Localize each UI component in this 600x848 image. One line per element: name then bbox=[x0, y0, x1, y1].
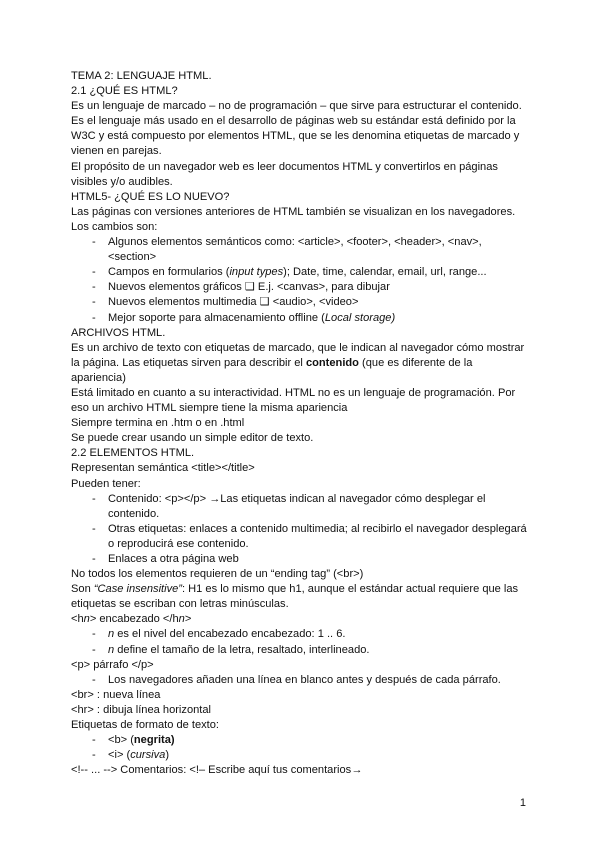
list-item bbox=[71, 295, 541, 310]
list-text-italic: n bbox=[108, 643, 115, 656]
list-text: ) bbox=[165, 749, 170, 762]
list-item bbox=[71, 311, 541, 326]
italic-text: n bbox=[178, 613, 185, 626]
list-text: Otras etiquetas: enlaces a contenido multimedia; al recibirlo el navegador desplegará bbox=[108, 522, 527, 535]
paragraph-line: Las páginas con versiones anteriores de HTML también se visualizan en los navegadores. bbox=[71, 205, 516, 218]
list-text-italic: Local storage) bbox=[324, 311, 396, 324]
paragraph-line: Es un lenguaje de marcado – no de programación – que sirve para estructurar el contenido. bbox=[71, 100, 522, 113]
paragraph-line bbox=[71, 356, 541, 371]
section-heading: 2.2 ELEMENTOS HTML. bbox=[71, 447, 195, 460]
list-dash: - bbox=[92, 628, 96, 641]
italic-text: “Case insensitive” bbox=[93, 583, 182, 596]
list-text: ); Date, time, calendar, email, url, range... bbox=[283, 266, 487, 279]
list-text: <section> bbox=[108, 251, 157, 264]
paragraph-line: etiquetas se escriban con letras minúsculas. bbox=[71, 598, 289, 611]
list-text-italic: input types bbox=[229, 266, 284, 279]
page-number: 1 bbox=[519, 797, 526, 809]
list-text-italic: n bbox=[108, 628, 115, 641]
list-item-continuation bbox=[71, 507, 541, 522]
list-dash: - bbox=[92, 553, 96, 565]
list-item bbox=[71, 522, 541, 537]
list-text: <b> ( bbox=[108, 734, 134, 747]
list-item bbox=[71, 733, 541, 748]
paragraph-line: <hr> : dibuja línea horizontal bbox=[71, 703, 211, 716]
paragraph-line: <p> párrafo </p> bbox=[71, 658, 154, 671]
list-item bbox=[71, 748, 541, 763]
paragraph-line bbox=[71, 582, 541, 597]
text-run: : H1 es lo mismo que h1, aunque el estándar actual requiere que las bbox=[182, 583, 519, 596]
list-dash: - bbox=[92, 296, 96, 309]
list-item bbox=[71, 673, 541, 688]
list-dash: - bbox=[92, 311, 96, 324]
section-heading: HTML5- ¿QUÉ ES LO NUEVO? bbox=[71, 190, 230, 203]
list-text: Nuevos elementos gráficos ❑ E.j. <canvas>, para dibujar bbox=[108, 281, 390, 294]
paragraph-line: W3C y está compuesto por elementos HTML, que se les denomina etiquetas de marcado y bbox=[71, 130, 520, 143]
paragraph-line: eso un archivo HTML siempre tiene la misma apariencia bbox=[71, 402, 348, 415]
doc-title: TEMA 2: LENGUAJE HTML. bbox=[71, 70, 212, 82]
list-dash: - bbox=[92, 266, 96, 279]
list-item bbox=[71, 265, 541, 280]
list-text: Los navegadores añaden una línea en blanco antes y después de cada párrafo. bbox=[108, 673, 501, 686]
paragraph-line: Los cambios son: bbox=[71, 220, 158, 233]
list-item bbox=[71, 235, 541, 250]
text-run: > bbox=[184, 613, 192, 626]
list-item bbox=[71, 552, 541, 567]
paragraph-line: El propósito de un navegador web es leer documentos HTML y convertirlos en páginas bbox=[71, 160, 498, 173]
text-run: la página. Las etiquetas sirven para describir el bbox=[71, 356, 306, 369]
list-dash: - bbox=[92, 492, 96, 505]
list-text: <i> ( bbox=[108, 749, 131, 762]
list-dash: - bbox=[92, 673, 96, 686]
text-run: Son bbox=[71, 583, 94, 596]
list-text: Enlaces a otra página web bbox=[108, 553, 239, 565]
list-text: Contenido: <p></p> →Las etiquetas indican al navegador cómo desplegar el bbox=[108, 492, 486, 505]
list-text: Nuevos elementos multimedia ❑ <audio>, <video> bbox=[108, 296, 359, 309]
list-text: es el nivel del encabezado encabezado: 1 .. 6. bbox=[114, 628, 346, 641]
text-run: (que es diferente de la bbox=[358, 356, 473, 369]
paragraph-line: Es el lenguaje más usado en el desarrollo de páginas web su estándar está definido por la bbox=[71, 115, 516, 128]
paragraph-line: vienen en parejas. bbox=[71, 145, 162, 158]
list-text: define el tamaño de la letra, resaltado, interlineado. bbox=[114, 643, 370, 656]
section-heading: ARCHIVOS HTML. bbox=[71, 326, 166, 339]
paragraph-line: visibles y/o audibles. bbox=[71, 175, 173, 188]
section-heading: 2.1 ¿QUÉ ES HTML? bbox=[71, 85, 178, 98]
list-item bbox=[71, 643, 541, 658]
list-item bbox=[71, 280, 541, 295]
list-text-italic: cursiva bbox=[130, 749, 166, 762]
italic-text: n bbox=[83, 613, 90, 626]
list-dash: - bbox=[92, 749, 96, 762]
list-dash: - bbox=[92, 643, 96, 656]
bold-text: contenido bbox=[305, 356, 359, 369]
list-dash: - bbox=[92, 522, 96, 535]
list-text: contenido. bbox=[108, 507, 160, 520]
list-item-continuation bbox=[71, 537, 541, 552]
list-text: Algunos elementos semánticos como: <article>, <footer>, <header>, <nav>, bbox=[108, 236, 482, 249]
bold-text: negrita) bbox=[133, 734, 175, 747]
paragraph-line: Siempre termina en .htm o en .html bbox=[71, 417, 245, 430]
paragraph-line: Etiquetas de formato de texto: bbox=[71, 719, 220, 732]
list-dash: - bbox=[92, 734, 96, 747]
document-body bbox=[71, 69, 541, 778]
paragraph-line: Representan semántica <title></title> bbox=[71, 462, 255, 475]
paragraph-line: Está limitado en cuanto a su interactividad. HTML no es un lenguaje de programación. Por bbox=[71, 386, 516, 399]
list-text: Campos en formularios ( bbox=[108, 266, 230, 279]
paragraph-line: Se puede crear usando un simple editor de texto. bbox=[71, 432, 314, 445]
list-item-continuation bbox=[71, 250, 541, 265]
list-item bbox=[71, 627, 541, 642]
list-item bbox=[71, 492, 541, 507]
paragraph-line: Es un archivo de texto con etiquetas de marcado, que le indican al navegador cómo mostrar bbox=[71, 341, 525, 354]
paragraph-line: No todos los elementos requieren de un “ending tag” (<br>) bbox=[71, 568, 364, 581]
paragraph-line: apariencia) bbox=[71, 371, 126, 384]
paragraph-line: <br> : nueva línea bbox=[71, 688, 161, 701]
paragraph-line: <!-- ... --> Comentarios: <!– Escribe aquí tus comentarios→ bbox=[71, 764, 363, 777]
list-text: Mejor soporte para almacenamiento offline ( bbox=[108, 311, 325, 324]
text-run: > encabezado </h bbox=[89, 613, 179, 626]
list-text: o reproducirá ese contenido. bbox=[108, 537, 249, 550]
text-run: <h bbox=[71, 613, 84, 626]
list-dash: - bbox=[92, 236, 96, 249]
paragraph-line: Pueden tener: bbox=[71, 477, 141, 490]
paragraph-line bbox=[71, 612, 541, 627]
list-dash: - bbox=[92, 281, 96, 294]
